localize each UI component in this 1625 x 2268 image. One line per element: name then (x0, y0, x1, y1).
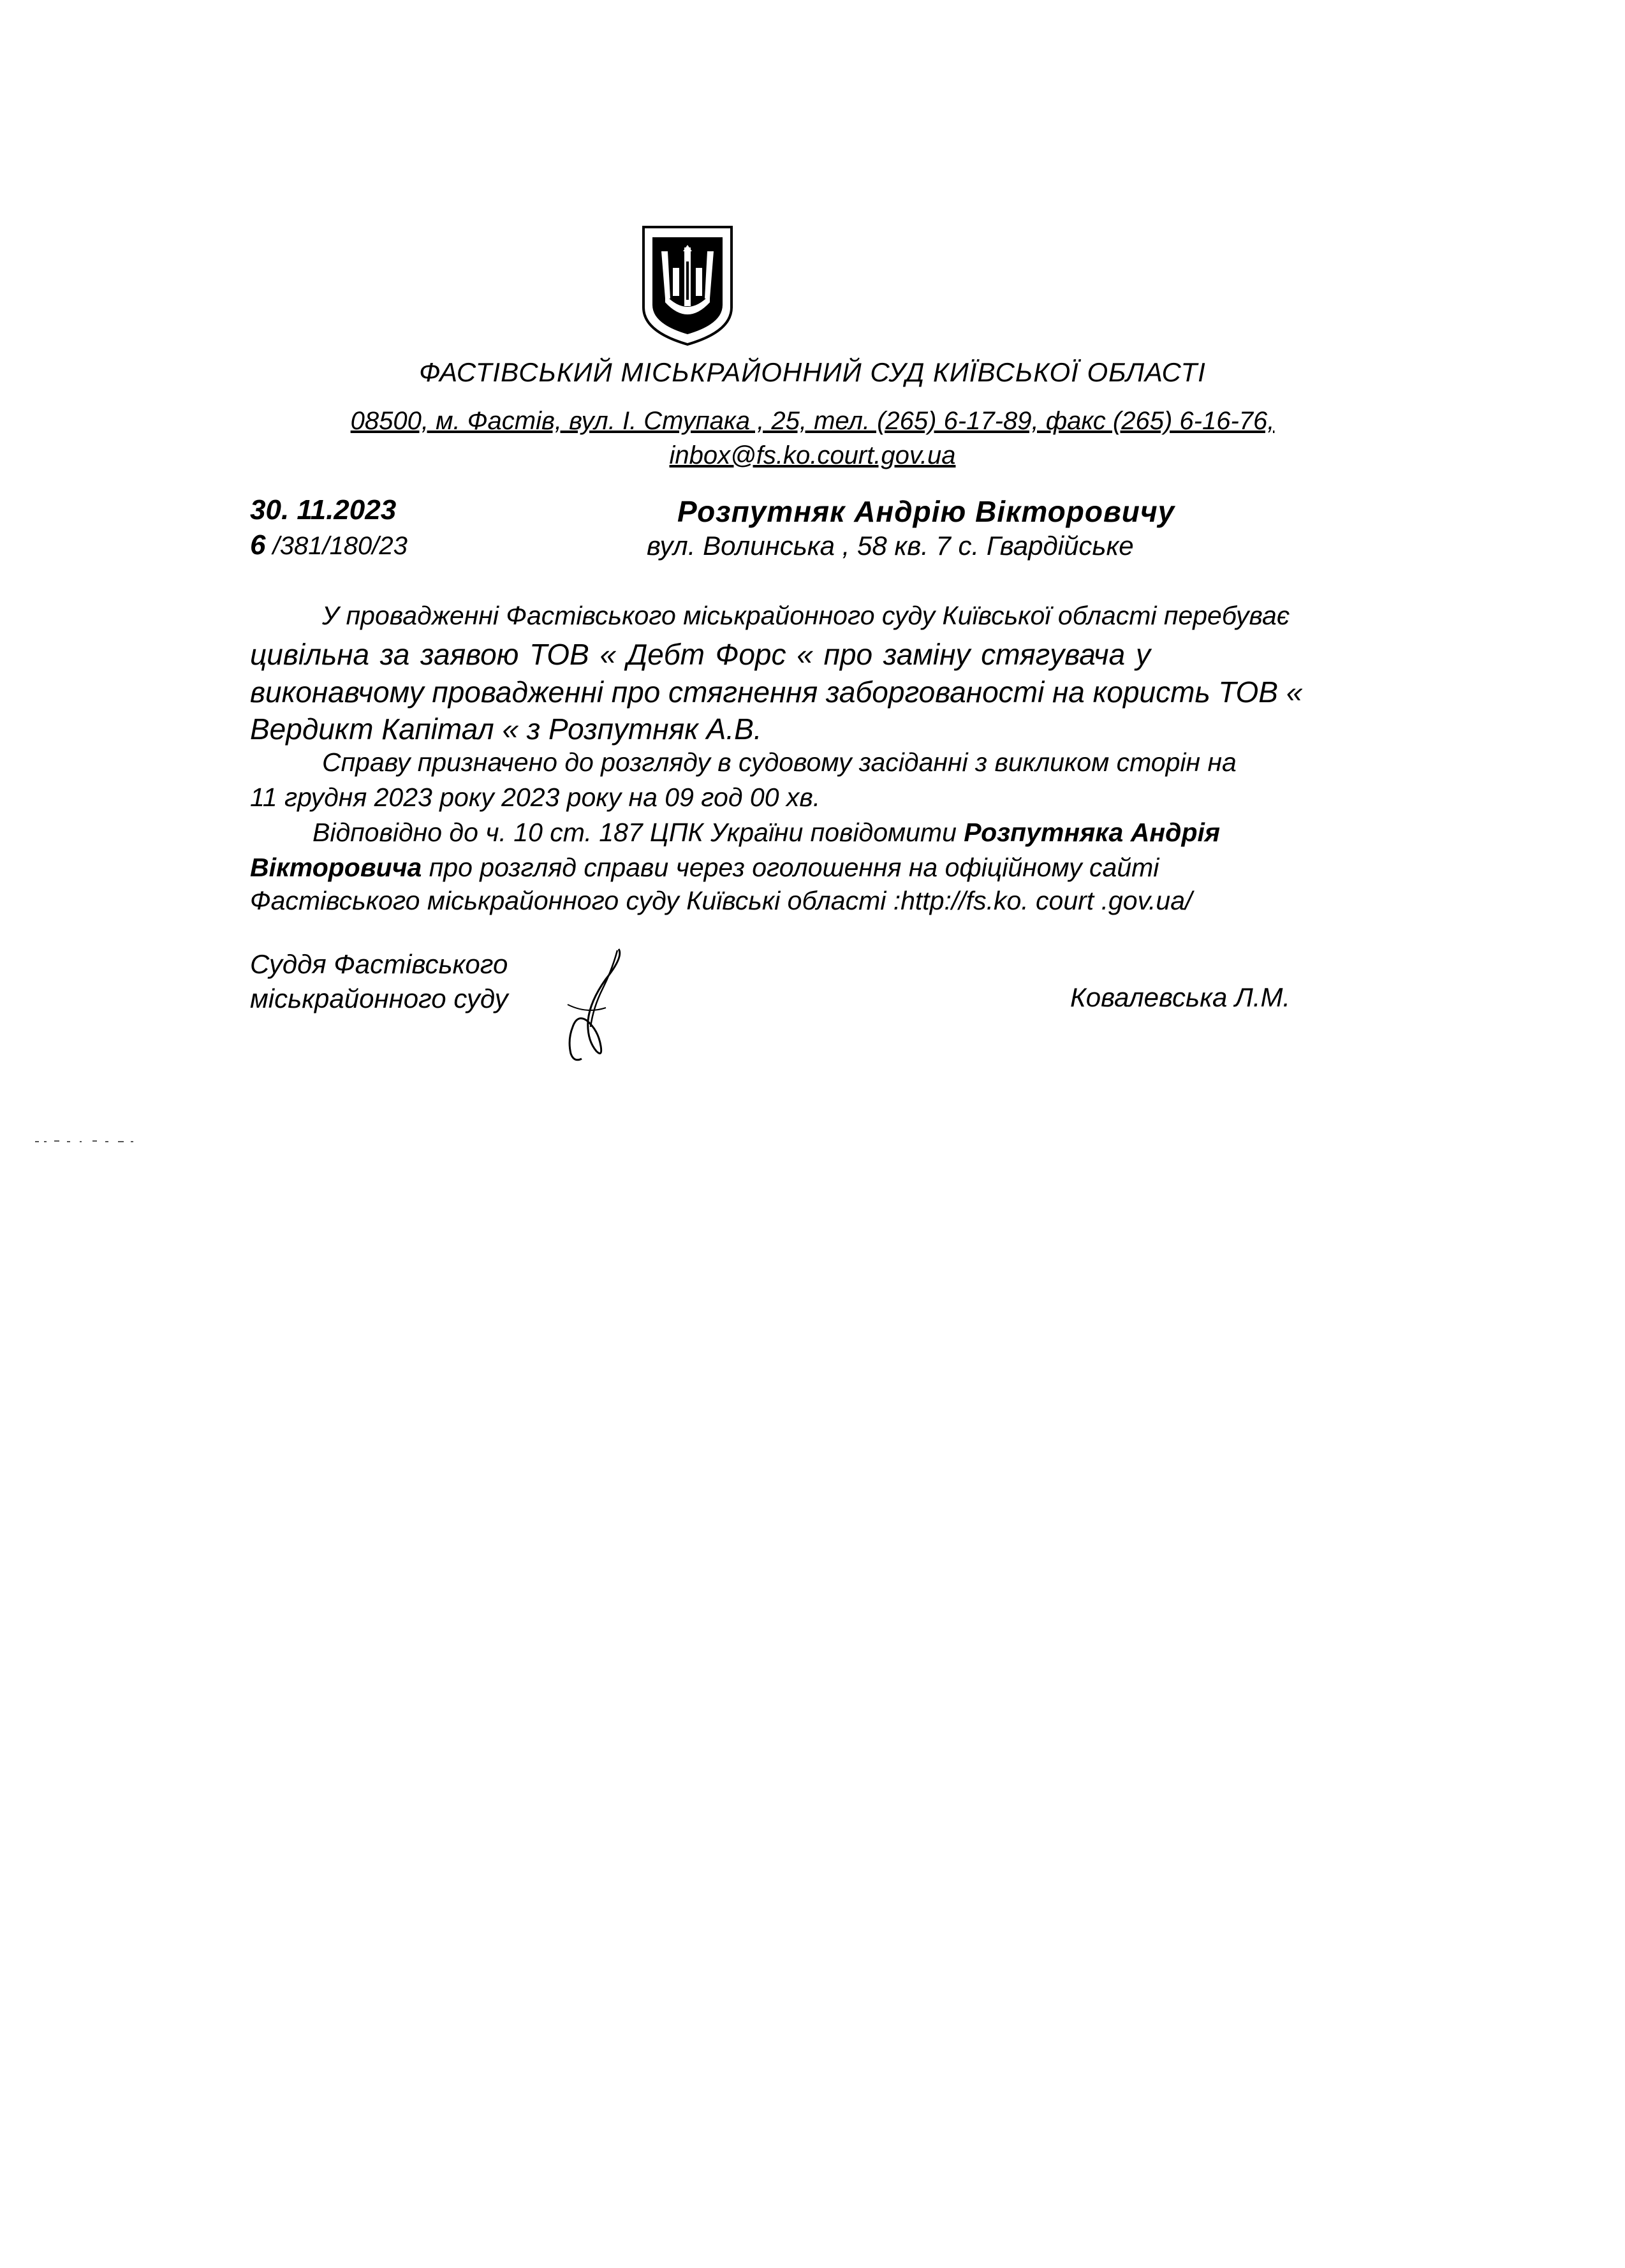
body-line: цивільна за заявою ТОВ « Дебт Форс « про заміну стягувача у (250, 638, 1151, 671)
court-email: inbox@fs.ko.court.gov.ua (669, 441, 956, 469)
signature-label: міськрайонного суду (250, 983, 508, 1013)
body-line: Вердикт Капітал « з Розпутняк А.В. (250, 712, 762, 746)
body-line: Справу призначено до розгляду в судовому засіданні з викликом сторін на (322, 747, 1237, 777)
case-number-rest: /381/180/23 (265, 532, 408, 560)
body-line: Фастівського міськрайонного суду Київські області :http://fs.ko. court .gov.ua/ (250, 886, 1193, 915)
recipient-name: Розпутняк Андрію Вікторовичу (677, 495, 1175, 528)
case-number-prefix: 6 (250, 529, 266, 561)
document-date: 30. 11.2023 (250, 494, 397, 526)
court-name: ФАСТІВСЬКИЙ МІСЬКРАЙОННИЙ СУД КИЇВСЬКОЇ ОБЛАСТІ (419, 357, 1206, 387)
body-line (250, 855, 1159, 881)
trident-coat-of-arms-icon (640, 223, 735, 348)
scan-artifact (35, 1138, 163, 1145)
handwritten-signature-icon (542, 944, 638, 1065)
body-text: про розгляд справи через оголошення на офіційному сайті (422, 853, 1159, 882)
judge-name: Ковалевська Л.М. (1070, 982, 1291, 1012)
court-address: 08500, м. Фастів, вул. І. Ступака , 25, тел. (265) 6-17-89, факс (265) 6-16-76, (350, 407, 1275, 435)
defendant-patronymic-bold: Вікторовича (250, 853, 422, 882)
signature-label: Суддя Фастівського (250, 949, 508, 979)
body-line: 11 грудня 2023 року 2023 року на 09 год 00 хв. (250, 783, 821, 812)
body-line: виконавчому провадженні про стягнення заборгованості на користь ТОВ « (250, 675, 1303, 709)
recipient-address: вул. Волинська , 58 кв. 7 с. Гвардійське (647, 531, 1134, 561)
case-number (250, 529, 408, 561)
defendant-name-bold: Розпутняка Андрія (964, 818, 1221, 847)
body-text: Відповідно до ч. 10 ст. 187 ЦПК України повідомити (312, 818, 964, 847)
body-line (312, 820, 1220, 846)
body-line: У провадженні Фастівського міськрайонного суду Київської області перебуває (322, 601, 1290, 630)
